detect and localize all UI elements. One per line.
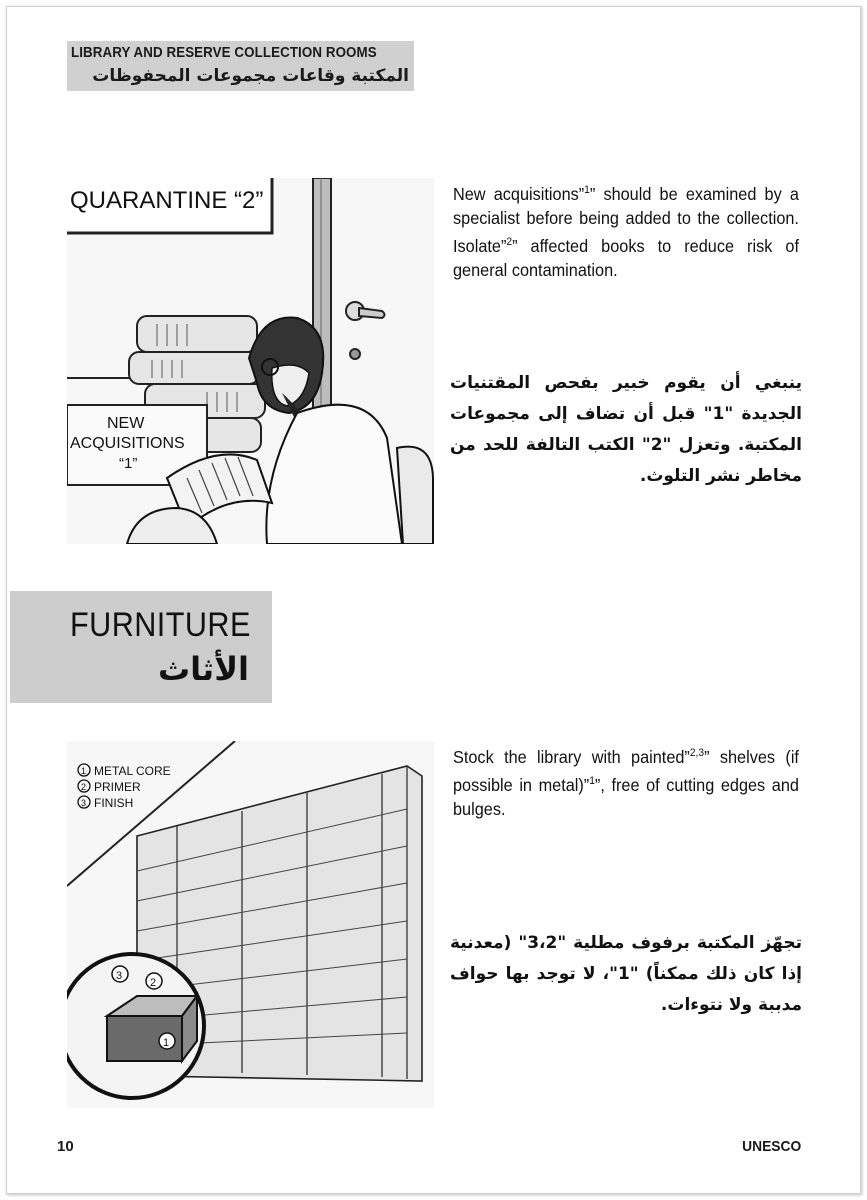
furniture-text-en-part3: ”, free of cutting edges and bulges. (453, 774, 799, 819)
quarantine-text-en-part2: ” should be examined by a specialist before being added to the collection. Isolate” (453, 183, 799, 256)
furniture-text-ar: تجهّز المكتبة برفوف مطلية "3،2" (معدنية إذا كان ذلك ممكناً) "1"، لا توجد بها حواف مدببة ولا نتوءات. (450, 933, 802, 1015)
section-title-en: FURNITURE (70, 606, 251, 644)
box-label-line1: NEW (107, 415, 145, 432)
quarantine-illustration (67, 178, 434, 544)
page-number: 10 (57, 1138, 74, 1155)
quarantine-text-en (453, 178, 799, 282)
quarantine-text-en-part3: ” affected books to reduce risk of general contamination. (453, 235, 799, 280)
door-sign-text: QUARANTINE “2” (70, 187, 264, 214)
legend-finish: FINISH (94, 796, 134, 810)
quarantine-sup1: 1 (584, 184, 590, 196)
magnifier-num-3: 3 (116, 970, 123, 982)
legend-metal-core: METAL CORE (94, 764, 171, 778)
legend-num-1: 1 (81, 766, 87, 776)
furniture-text-en-part2: ” shelves (if possible in metal)” (453, 746, 799, 795)
section-title-ar: الأثاث (158, 650, 249, 688)
quarantine-text-en-part1: New acquisitions” (453, 183, 585, 204)
legend-num-2: 2 (81, 782, 87, 792)
furniture-text-en (453, 741, 799, 821)
magnifier-num-1: 1 (163, 1037, 170, 1049)
quarantine-sup2: 2 (506, 235, 513, 248)
legend-primer: PRIMER (94, 780, 141, 794)
box-label-line3: “1” (119, 455, 138, 472)
furniture-sup2: 1 (589, 774, 595, 787)
box-label-line2: ACQUISITIONS (70, 435, 185, 452)
magnifier-num-2: 2 (150, 977, 157, 989)
furniture-sup1: 2,3 (689, 747, 705, 759)
quarantine-text-ar: ينبغي أن يقوم خبير بفحص المقتنيات الجديدة "1" قبل أن تضاف إلى مجموعات المكتبة. وتعزل "2" الكتب التالفة للحد من مخاطر نشر التلوث. (450, 373, 802, 486)
furniture-text-en-part1: Stock the library with painted” (453, 746, 690, 767)
shelving-illustration (67, 741, 434, 1108)
footer-organization: UNESCO (741, 1138, 801, 1155)
legend-num-3: 3 (81, 798, 87, 808)
header-title-en: LIBRARY AND RESERVE COLLECTION ROOMS (71, 45, 377, 61)
header-title-ar: المكتبة وقاعات مجموعات المحفوظات (92, 66, 409, 86)
